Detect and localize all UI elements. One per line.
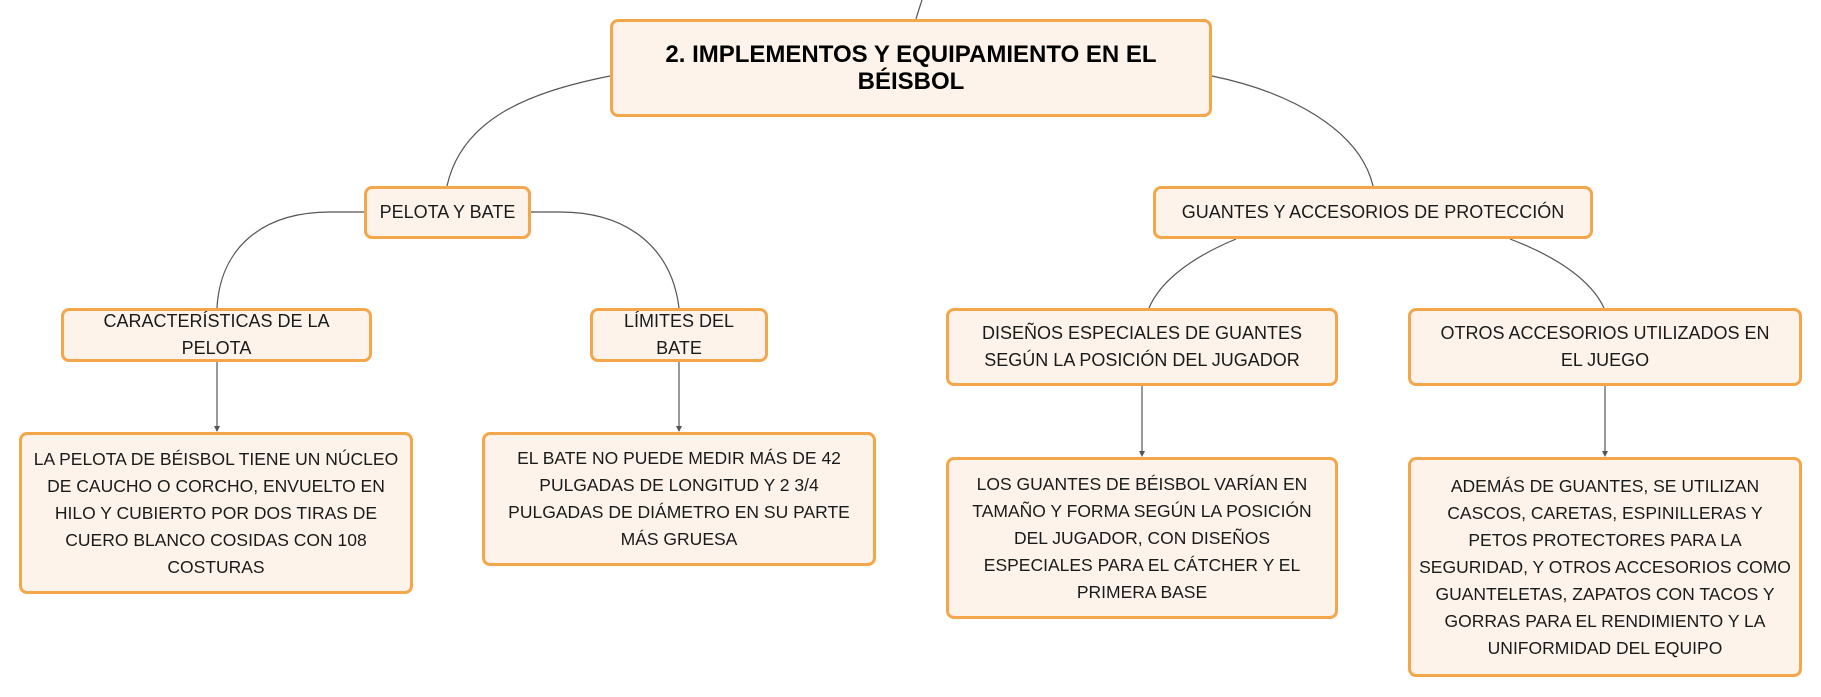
otros-label: OTROS ACCESORIOS UTILIZADOS EN EL JUEGO bbox=[1440, 323, 1770, 370]
pelota-bate-label: PELOTA Y BATE bbox=[379, 202, 516, 222]
connector-guantes-to-disenos bbox=[1149, 239, 1236, 308]
limites-detail-node[interactable] bbox=[482, 432, 876, 566]
limites-detail-text: EL BATE NO PUEDE MEDIR MÁS DE 42 PULGADAS DE LONGITUD Y 2 3/4 PULGADAS DE DIÁMETRO EN SU PARTE MÁS GRUESA bbox=[508, 448, 850, 549]
connector-root-to-guantes bbox=[1212, 76, 1373, 186]
disenos-label: DISEÑOS ESPECIALES DE GUANTES SEGÚN LA POSICIÓN DEL JUGADOR bbox=[981, 323, 1303, 370]
caracteristicas-detail-text: LA PELOTA DE BÉISBOL TIENE UN NÚCLEO DE CAUCHO O CORCHO, ENVUELTO EN HILO Y CUBIERTO POR DOS TIRAS DE CUERO BLANCO COSIDAS CON 108 COSTURAS bbox=[33, 448, 399, 577]
connector-root-to-pelota-bate bbox=[447, 76, 610, 186]
disenos-detail-node[interactable] bbox=[946, 457, 1338, 619]
otros-detail-text: ADEMÁS DE GUANTES, SE UTILIZAN CASCOS, CARETAS, ESPINILLERAS Y PETOS PROTECTORES PARA LA SEGURIDAD, Y OTROS ACCESORIOS COMO GUANTELETAS, ZAPATOS CON TACOS Y GORRAS PARA EL RENDIMIENTO Y LA UNIFORMIDAD DEL EQUIPO bbox=[1419, 475, 1791, 658]
connector-parent-to-root bbox=[916, 0, 922, 19]
disenos-detail-text: LOS GUANTES DE BÉISBOL VARÍAN EN TAMAÑO Y FORMA SEGÚN LA POSICIÓN DEL JUGADOR, CON DISEÑOS ESPECIALES PARA EL CÁTCHER Y EL PRIMERA BASE bbox=[972, 473, 1312, 602]
pelota-bate-node[interactable] bbox=[364, 186, 531, 239]
caracteristicas-node[interactable] bbox=[61, 308, 372, 362]
connector-pelota-bate-to-caracteristicas bbox=[217, 212, 364, 308]
limites-node[interactable] bbox=[590, 308, 768, 362]
limites-label: LÍMITES DEL BATE bbox=[623, 311, 735, 358]
connector-guantes-to-otros bbox=[1510, 239, 1604, 308]
disenos-node[interactable] bbox=[946, 308, 1338, 386]
guantes-label: GUANTES Y ACCESORIOS DE PROTECCIÓN bbox=[1181, 202, 1565, 222]
otros-node[interactable] bbox=[1408, 308, 1802, 386]
connector-pelota-bate-to-limites bbox=[531, 212, 679, 308]
caracteristicas-label: CARACTERÍSTICAS DE LA PELOTA bbox=[103, 311, 330, 358]
root-node[interactable] bbox=[610, 19, 1212, 117]
caracteristicas-detail-node[interactable] bbox=[19, 432, 413, 594]
otros-detail-node[interactable] bbox=[1408, 457, 1802, 677]
guantes-node[interactable] bbox=[1153, 186, 1593, 239]
root-node-label: 2. IMPLEMENTOS Y EQUIPAMIENTO EN EL BÉISBOL bbox=[665, 41, 1157, 95]
